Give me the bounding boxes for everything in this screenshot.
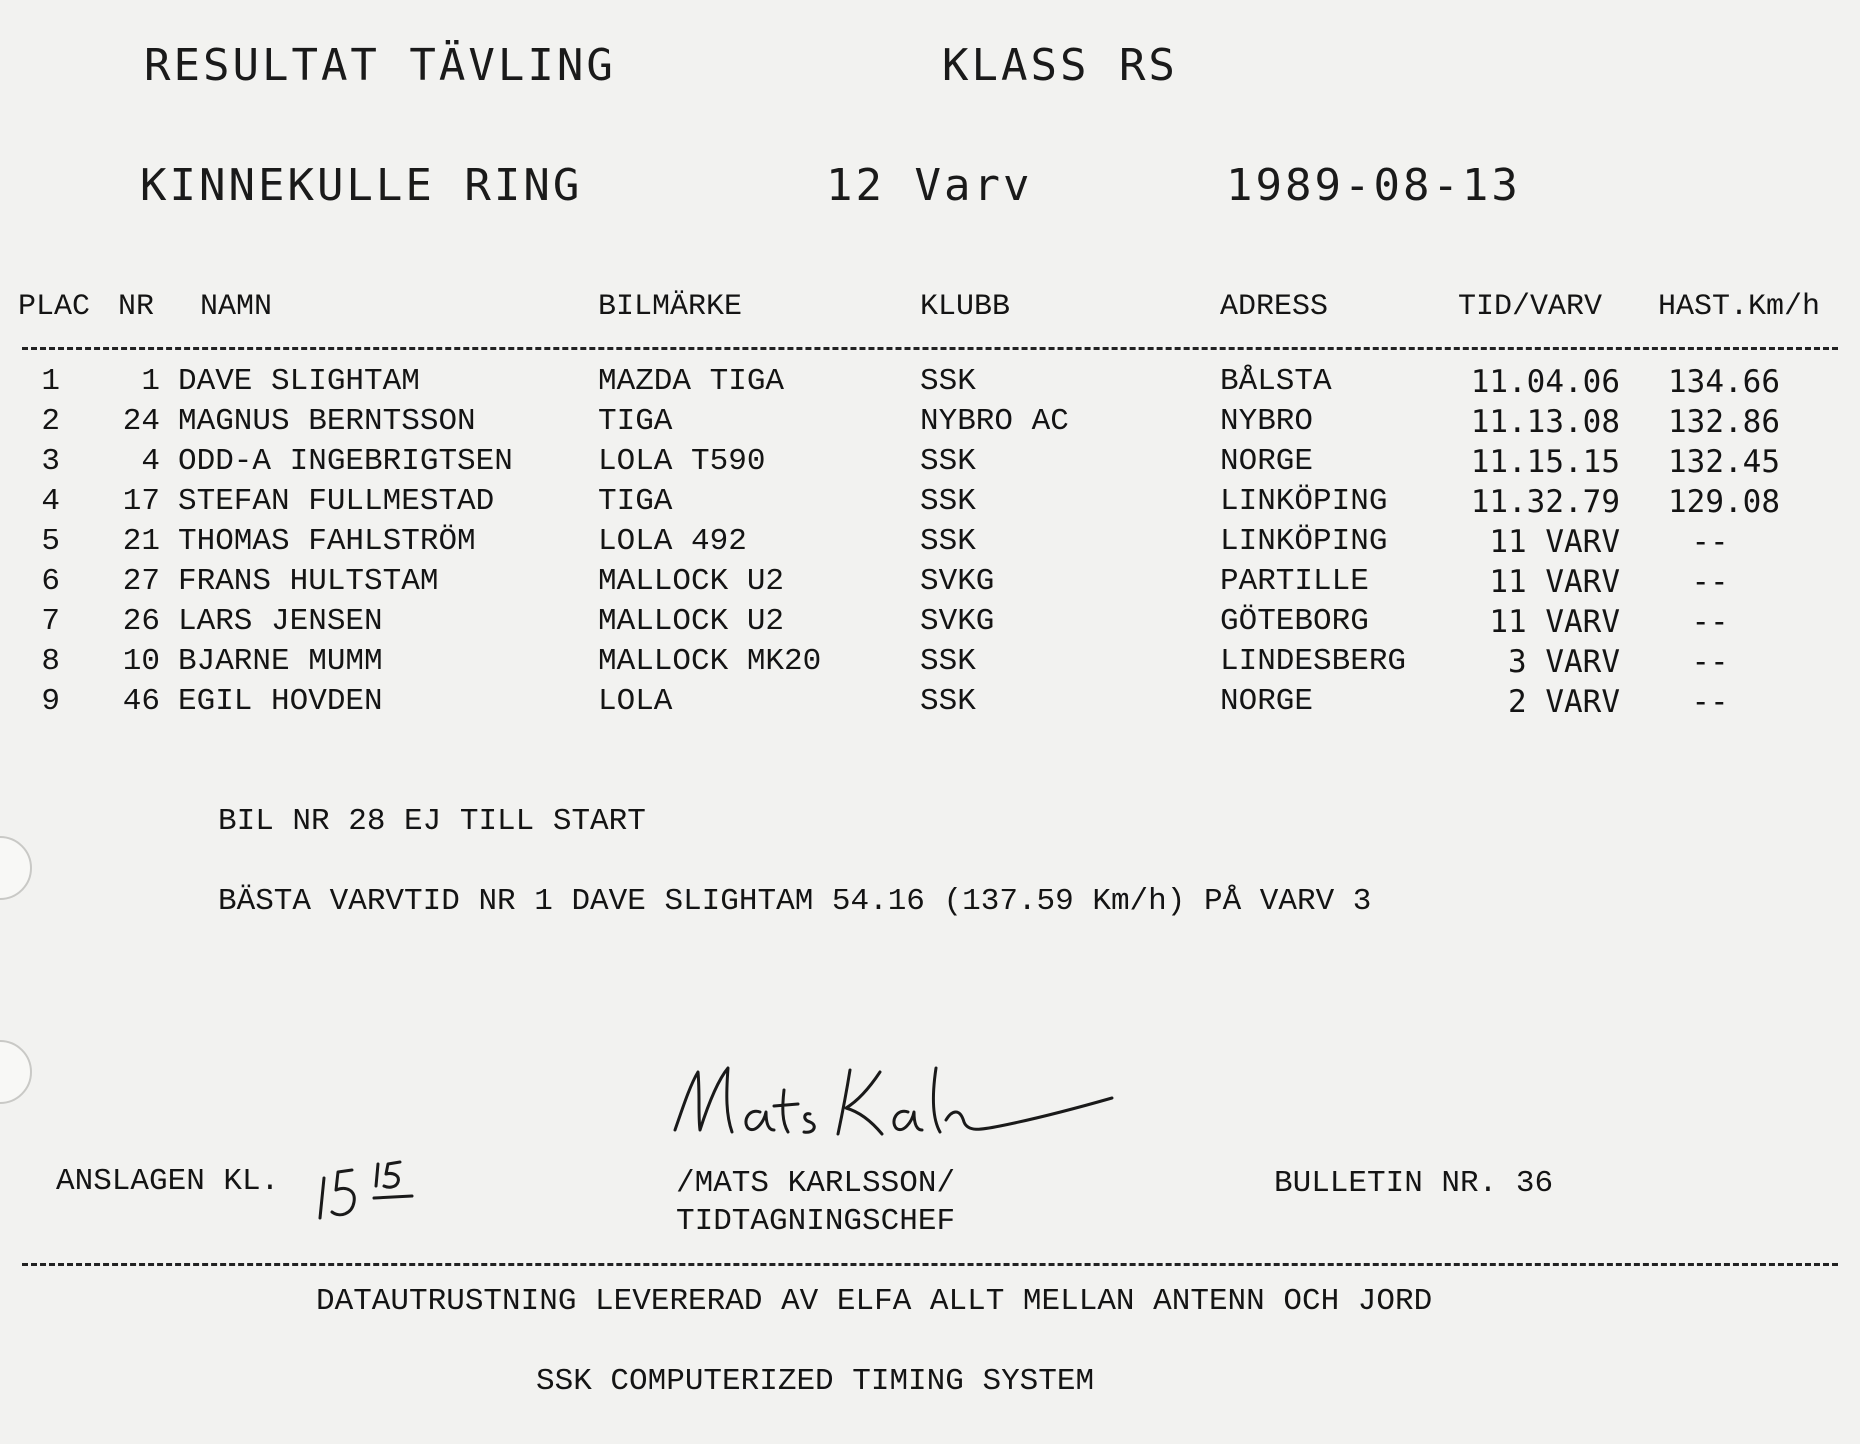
cell-hast: -- <box>1691 644 1729 680</box>
cell-klubb: SSK <box>920 644 976 679</box>
cell-adress: LINKÖPING <box>1220 524 1388 559</box>
cell-tid: 11.32.79 <box>1470 484 1620 520</box>
cell-plac: 3 <box>41 444 60 479</box>
cell-tid: 11 VARV <box>1489 524 1620 560</box>
header-klubb: KLUBB <box>920 290 1011 324</box>
cell-plac: 1 <box>41 364 60 399</box>
cell-hast: 132.86 <box>1668 404 1780 440</box>
cell-plac: 5 <box>41 524 60 559</box>
cell-plac: 4 <box>41 484 60 519</box>
best-lap-note: BÄSTA VARVTID NR 1 DAVE SLIGHTAM 54.16 (137.59 Km/h) PÅ VARV 3 <box>218 884 1372 919</box>
cell-tid: 3 VARV <box>1508 644 1620 680</box>
cell-hast: -- <box>1691 564 1729 600</box>
cell-nr: 17 <box>122 484 160 519</box>
cell-plac: 9 <box>41 684 60 719</box>
cell-nr: 46 <box>122 684 160 719</box>
cell-namn: ODD-A INGEBRIGTSEN <box>178 444 513 479</box>
cell-adress: BÅLSTA <box>1220 364 1332 399</box>
lap-count: 12 Varv <box>826 160 1033 211</box>
cell-bil: LOLA 492 <box>598 524 747 559</box>
header-tid-varv: TID/VARV <box>1458 290 1603 324</box>
cell-klubb: SSK <box>920 524 976 559</box>
cell-tid: 11.13.08 <box>1470 404 1620 440</box>
cell-namn: DAVE SLIGHTAM <box>178 364 420 399</box>
cell-namn: LARS JENSEN <box>178 604 383 639</box>
header-hast: HAST.Km/h <box>1658 290 1821 324</box>
cell-nr: 4 <box>141 444 160 479</box>
cell-klubb: SSK <box>920 484 976 519</box>
cell-namn: FRANS HULTSTAM <box>178 564 439 599</box>
cell-bil: MALLOCK U2 <box>598 604 785 639</box>
cell-tid: 11 VARV <box>1489 564 1620 600</box>
cell-namn: BJARNE MUMM <box>178 644 383 679</box>
header-adress: ADRESS <box>1220 290 1329 324</box>
cell-hast: -- <box>1691 604 1729 640</box>
timing-chief-role: TIDTAGNINGSCHEF <box>676 1204 956 1239</box>
class-title: KLASS RS <box>942 40 1178 91</box>
cell-namn: MAGNUS BERNTSSON <box>178 404 476 439</box>
cell-adress: NYBRO <box>1220 404 1314 439</box>
cell-bil: MAZDA TIGA <box>598 364 785 399</box>
result-title: RESULTAT TÄVLING <box>144 40 616 91</box>
cell-adress: NORGE <box>1220 684 1314 719</box>
cell-bil: LOLA <box>598 684 673 719</box>
cell-plac: 6 <box>41 564 60 599</box>
posted-time-handwriting <box>316 1156 436 1228</box>
header-nr: NR <box>118 290 155 324</box>
cell-bil: TIGA <box>598 484 673 519</box>
punch-hole-bottom <box>0 1040 32 1104</box>
cell-namn: STEFAN FULLMESTAD <box>178 484 495 519</box>
cell-klubb: SVKG <box>920 604 995 639</box>
cell-nr: 27 <box>122 564 160 599</box>
bulletin-number: BULLETIN NR. 36 <box>1274 1166 1554 1201</box>
cell-plac: 7 <box>41 604 60 639</box>
posted-label: ANSLAGEN KL. <box>56 1164 280 1199</box>
cell-klubb: NYBRO AC <box>920 404 1069 439</box>
cell-nr: 26 <box>122 604 160 639</box>
cell-plac: 8 <box>41 644 60 679</box>
footer-divider <box>22 1263 1838 1266</box>
header-bilmarke: BILMÄRKE <box>598 290 743 324</box>
cell-klubb: SVKG <box>920 564 995 599</box>
race-date: 1989-08-13 <box>1226 160 1521 211</box>
track-name: KINNEKULLE RING <box>140 160 583 211</box>
cell-plac: 2 <box>41 404 60 439</box>
no-start-note: BIL NR 28 EJ TILL START <box>218 804 646 839</box>
cell-bil: MALLOCK U2 <box>598 564 785 599</box>
sponsor-line: DATAUTRUSTNING LEVERERAD AV ELFA ALLT MELLAN ANTENN OCH JORD <box>316 1284 1433 1319</box>
cell-bil: TIGA <box>598 404 673 439</box>
cell-tid: 11.15.15 <box>1470 444 1620 480</box>
cell-bil: LOLA T590 <box>598 444 766 479</box>
cell-nr: 1 <box>141 364 160 399</box>
cell-tid: 11.04.06 <box>1470 364 1620 400</box>
cell-adress: LINDESBERG <box>1220 644 1407 679</box>
cell-nr: 24 <box>122 404 160 439</box>
cell-hast: -- <box>1691 524 1729 560</box>
cell-klubb: SSK <box>920 444 976 479</box>
cell-nr: 10 <box>122 644 160 679</box>
cell-hast: 134.66 <box>1668 364 1780 400</box>
punch-hole-top <box>0 836 32 900</box>
cell-adress: NORGE <box>1220 444 1314 479</box>
signature-handwriting <box>660 1050 1120 1170</box>
cell-hast: -- <box>1691 684 1729 720</box>
header-namn: NAMN <box>200 290 273 324</box>
cell-hast: 129.08 <box>1668 484 1780 520</box>
cell-bil: MALLOCK MK20 <box>598 644 822 679</box>
timing-system-line: SSK COMPUTERIZED TIMING SYSTEM <box>536 1364 1095 1399</box>
cell-namn: EGIL HOVDEN <box>178 684 383 719</box>
cell-adress: GÖTEBORG <box>1220 604 1369 639</box>
cell-adress: PARTILLE <box>1220 564 1369 599</box>
header-divider <box>22 347 1838 350</box>
cell-tid: 11 VARV <box>1489 604 1620 640</box>
cell-adress: LINKÖPING <box>1220 484 1388 519</box>
header-plac: PLAC <box>18 290 91 324</box>
cell-tid: 2 VARV <box>1508 684 1620 720</box>
cell-klubb: SSK <box>920 684 976 719</box>
cell-hast: 132.45 <box>1668 444 1780 480</box>
timing-chief-name: /MATS KARLSSON/ <box>676 1166 956 1201</box>
cell-namn: THOMAS FAHLSTRÖM <box>178 524 476 559</box>
cell-klubb: SSK <box>920 364 976 399</box>
cell-nr: 21 <box>122 524 160 559</box>
